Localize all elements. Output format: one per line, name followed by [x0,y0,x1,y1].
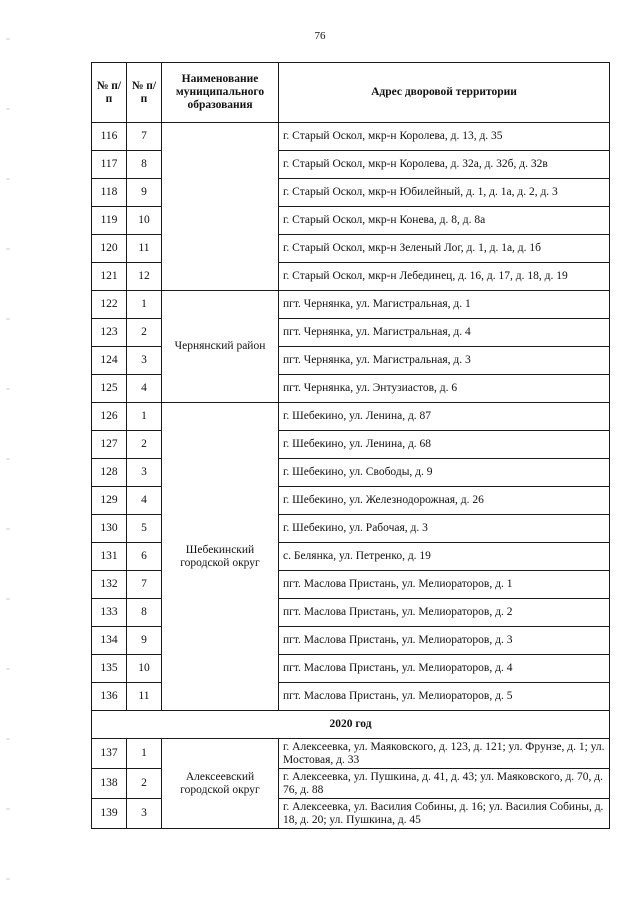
row-number: 116 [92,123,127,151]
address-cell: пгт. Маслова Пристань, ул. Мелиораторов, д. 2 [279,599,610,627]
row-number: 130 [92,515,127,543]
local-number: 2 [127,769,162,799]
local-number: 4 [127,375,162,403]
table-row [92,291,610,319]
local-number: 3 [127,799,162,829]
row-number: 122 [92,291,127,319]
row-number: 136 [92,683,127,711]
address-cell: г. Шебекино, ул. Ленина, д. 68 [279,431,610,459]
municipality-chernyansky: Чернянский район [162,291,279,403]
local-number: 8 [127,151,162,179]
address-table [91,62,610,829]
local-number: 11 [127,683,162,711]
address-cell: г. Шебекино, ул. Свободы, д. 9 [279,459,610,487]
scan-margin-marks [6,0,10,905]
address-cell: г. Алексеевка, ул. Василия Собины, д. 16; ул. Василия Собины, д. 18, д. 20; ул. Пушкина, д. 45 [279,799,610,829]
row-number: 135 [92,655,127,683]
row-number: 133 [92,599,127,627]
address-cell: г. Алексеевка, ул. Пушкина, д. 41, д. 43; ул. Маяковского, д. 70, д. 76, д. 88 [279,769,610,799]
row-number: 125 [92,375,127,403]
row-number: 124 [92,347,127,375]
row-number: 138 [92,769,127,799]
row-number: 129 [92,487,127,515]
address-cell: пгт. Маслова Пристань, ул. Мелиораторов, д. 3 [279,627,610,655]
address-cell: г. Шебекино, ул. Рабочая, д. 3 [279,515,610,543]
year-heading: 2020 год [92,711,610,739]
address-cell: г. Старый Оскол, мкр-н Зеленый Лог, д. 1, д. 1а, д. 1б [279,235,610,263]
row-number: 123 [92,319,127,347]
address-cell: пгт. Чернянка, ул. Энтузиастов, д. 6 [279,375,610,403]
row-number: 132 [92,571,127,599]
address-cell: пгт. Чернянка, ул. Магистральная, д. 4 [279,319,610,347]
row-number: 131 [92,543,127,571]
row-number: 117 [92,151,127,179]
table-row [92,403,610,431]
table-row [92,123,610,151]
address-cell: г. Шебекино, ул. Железнодорожная, д. 26 [279,487,610,515]
local-number: 10 [127,655,162,683]
municipality-cell-stary-oskol [162,123,279,291]
row-number: 118 [92,179,127,207]
year-section-row [92,711,610,739]
local-number: 7 [127,571,162,599]
local-number: 6 [127,543,162,571]
row-number: 134 [92,627,127,655]
local-number: 1 [127,291,162,319]
local-number: 3 [127,459,162,487]
local-number: 9 [127,179,162,207]
row-number: 126 [92,403,127,431]
header-address: Адрес дворовой территории [279,63,610,123]
address-cell: пгт. Чернянка, ул. Магистральная, д. 1 [279,291,610,319]
header-row-number: № п/п [92,63,127,123]
local-number: 2 [127,431,162,459]
local-number: 8 [127,599,162,627]
header-municipality: Наименование муниципального образования [162,63,279,123]
local-number: 10 [127,207,162,235]
row-number: 127 [92,431,127,459]
row-number: 119 [92,207,127,235]
address-cell: с. Белянка, ул. Петренко, д. 19 [279,543,610,571]
local-number: 1 [127,739,162,769]
address-cell: пгт. Маслова Пристань, ул. Мелиораторов, д. 5 [279,683,610,711]
row-number: 121 [92,263,127,291]
local-number: 2 [127,319,162,347]
address-cell: пгт. Маслова Пристань, ул. Мелиораторов, д. 4 [279,655,610,683]
row-number: 120 [92,235,127,263]
local-number: 3 [127,347,162,375]
local-number: 1 [127,403,162,431]
address-cell: пгт. Чернянка, ул. Магистральная, д. 3 [279,347,610,375]
local-number: 11 [127,235,162,263]
local-number: 7 [127,123,162,151]
address-cell: г. Старый Оскол, мкр-н Юбилейный, д. 1, д. 1а, д. 2, д. 3 [279,179,610,207]
row-number: 137 [92,739,127,769]
local-number: 12 [127,263,162,291]
local-number: 9 [127,627,162,655]
address-cell: г. Старый Оскол, мкр-н Королева, д. 32а, д. 32б, д. 32в [279,151,610,179]
local-number: 4 [127,487,162,515]
row-number: 128 [92,459,127,487]
municipality-alekseevsky: Алексеевский городской округ [162,739,279,829]
header-local-number: № п/п [127,63,162,123]
table-header-row [92,63,610,123]
page-number: 76 [314,30,326,42]
table-row [92,739,610,769]
address-cell: г. Старый Оскол, мкр-н Конева, д. 8, д. 8а [279,207,610,235]
address-cell: пгт. Маслова Пристань, ул. Мелиораторов, д. 1 [279,571,610,599]
address-cell: г. Шебекино, ул. Ленина, д. 87 [279,403,610,431]
local-number: 5 [127,515,162,543]
address-cell: г. Алексеевка, ул. Маяковского, д. 123, д. 121; ул. Фрунзе, д. 1; ул. Мостовая, д. 33 [279,739,610,769]
address-cell: г. Старый Оскол, мкр-н Королева, д. 13, д. 35 [279,123,610,151]
address-cell: г. Старый Оскол, мкр-н Лебединец, д. 16, д. 17, д. 18, д. 19 [279,263,610,291]
municipality-shebekinsky: Шебекинский городской округ [162,403,279,711]
row-number: 139 [92,799,127,829]
